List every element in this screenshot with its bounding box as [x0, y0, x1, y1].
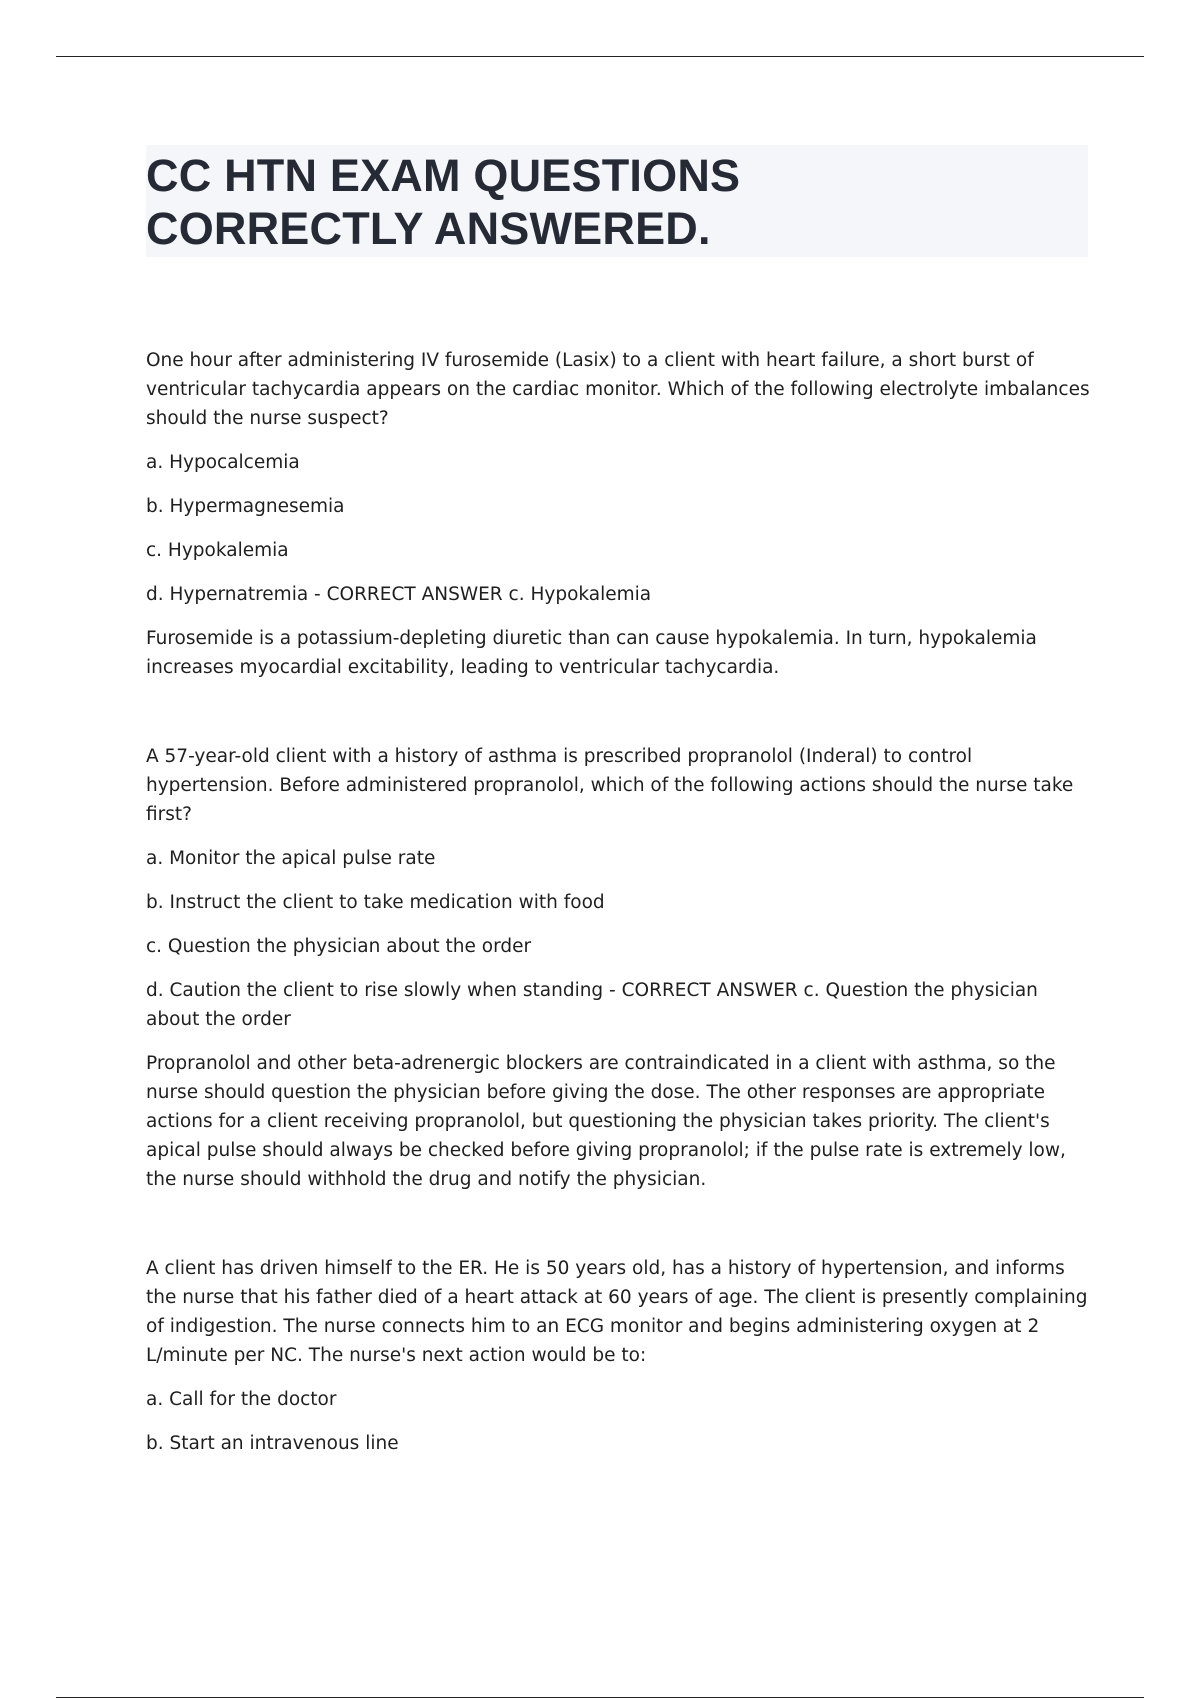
- option-b: b. Start an intravenous line: [146, 1433, 399, 1454]
- title-line-2: CORRECTLY ANSWERED.: [146, 203, 711, 254]
- option-b: b. Instruct the client to take medication with food: [146, 892, 605, 913]
- question-text: One hour after administering IV furosemide (Lasix) to a client with heart failure, a short burst of ventricular tachycardia appears on the cardiac monitor. Which of the following electrolyte imbalances should the nurse suspect?: [146, 350, 1090, 429]
- option-a: a. Hypocalcemia: [146, 452, 300, 473]
- option-a: a. Monitor the apical pulse rate: [146, 848, 436, 869]
- answer-explanation: Propranolol and other beta-adrenergic blockers are contraindicated in a client with asthma, so the nurse should question the physician before giving the dose. The other responses are appropriate actions for a client receiving propranolol, but questioning the physician takes priority. The client's apical pulse should always be checked before giving propranolol; if the pulse rate is extremely low, the nurse should withhold the drug and notify the physician.: [146, 1053, 1066, 1190]
- title-block: [146, 145, 1088, 257]
- option-c: c. Hypokalemia: [146, 540, 289, 561]
- question-text: A client has driven himself to the ER. He is 50 years old, has a history of hypertension, and informs the nurse that his father died of a heart attack at 60 years of age. The client is presently complaining of indigestion. The nurse connects him to an ECG monitor and begins administering oxygen at 2 L/minute per NC. The nurse's next action would be to:: [146, 1258, 1088, 1366]
- option-b: b. Hypermagnesemia: [146, 496, 345, 517]
- option-c: c. Question the physician about the order: [146, 936, 532, 957]
- question-2: [146, 742, 1096, 1194]
- question-text: A 57-year-old client with a history of asthma is prescribed propranolol (Inderal) to control hypertension. Before administered propranolol, which of the following actions should the nurse take first?: [146, 746, 1074, 825]
- option-d-with-answer: d. Caution the client to rise slowly when standing - CORRECT ANSWER c. Question the physician about the order: [146, 980, 1038, 1030]
- questions-content: [146, 346, 1096, 1473]
- document-title: [146, 149, 1088, 255]
- option-a: a. Call for the doctor: [146, 1389, 337, 1410]
- top-rule: [56, 56, 1144, 57]
- bottom-rule: [56, 1697, 1144, 1698]
- option-d-with-answer: d. Hypernatremia - CORRECT ANSWER c. Hypokalemia: [146, 584, 652, 605]
- answer-explanation: Furosemide is a potassium-depleting diuretic than can cause hypokalemia. In turn, hypokalemia increases myocardial excitability, leading to ventricular tachycardia.: [146, 628, 1037, 678]
- question-1: [146, 346, 1096, 682]
- title-line-1: CC HTN EXAM QUESTIONS: [146, 150, 741, 201]
- question-3: [146, 1254, 1096, 1458]
